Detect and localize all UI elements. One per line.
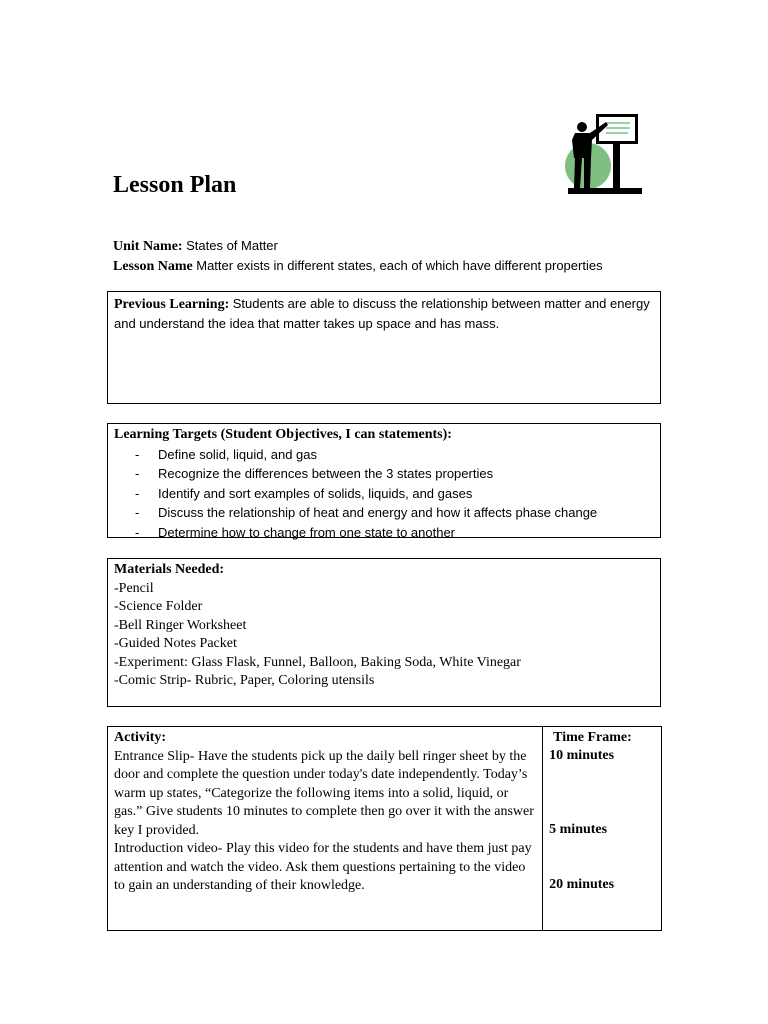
- list-item: -Guided Notes Packet: [114, 636, 237, 651]
- previous-learning-box: [107, 291, 661, 404]
- learning-targets-box: [107, 423, 661, 538]
- presenter-logo-icon: [562, 110, 642, 198]
- unit-name-label: Unit Name:: [113, 239, 183, 254]
- list-item: -Science Folder: [114, 599, 203, 614]
- time-frame-entrance: 10 minutes: [549, 748, 615, 763]
- lesson-name-value: Matter exists in different states, each of which have different properties: [196, 258, 603, 273]
- list-item: -Pencil: [114, 580, 154, 596]
- lesson-name-label: Lesson Name: [113, 259, 193, 274]
- learning-targets-label: Learning Targets (Student Objectives, I can statements):: [114, 427, 452, 442]
- activity-cell: [108, 727, 543, 931]
- list-item: - Identify and sort examples of solids, liquids, and gases: [114, 484, 654, 504]
- time-frame-header: Time Frame:: [553, 730, 632, 745]
- time-frame-cell: [543, 727, 662, 931]
- lesson-name-line: [113, 256, 603, 276]
- list-item: -Comic Strip- Rubric, Paper, Coloring utensils: [114, 673, 375, 688]
- list-item: - Discuss the relationship of heat and energy and how it affects phase change: [114, 503, 654, 523]
- time-frame-questions: 20 minutes: [549, 877, 615, 892]
- list-item: -Experiment: Glass Flask, Funnel, Balloon, Baking Soda, White Vinegar: [114, 654, 521, 670]
- page-title: Lesson Plan: [113, 172, 237, 198]
- table-row: [108, 727, 662, 931]
- time-frame-video: 5 minutes: [549, 822, 608, 837]
- list-item: -Bell Ringer Worksheet: [114, 617, 247, 633]
- unit-name-value: States of Matter: [186, 238, 278, 253]
- activity-header: Activity:: [114, 730, 167, 745]
- unit-name-line: [113, 236, 603, 256]
- activity-text: Entrance Slip- Have the students pick up the daily bell ringer sheet by the door and complete the question under today's date independently. Today’s warm up states, “Categorize the following items into a solid, liquid, or gas.” Give students 10 minutes to complete then go over it with the answer key I provided. Introduction video- Play this video for the students and have them just pay attention and watch the video. Ask them questions pertaining to the video to gain an understanding of their knowledge.: [114, 748, 534, 893]
- list-item: - Determine how to change from one state to another: [114, 523, 654, 543]
- materials-label: Materials Needed:: [114, 562, 225, 577]
- learning-targets-list: [114, 445, 654, 543]
- previous-learning-text: Students are able to discuss the relationship between matter and energy and understand the idea that matter takes up space and has mass.: [114, 296, 650, 331]
- lesson-meta: [113, 236, 603, 276]
- materials-box: [107, 558, 661, 707]
- list-item: - Recognize the differences between the 3 states properties: [114, 464, 654, 484]
- previous-learning-label: Previous Learning:: [114, 297, 230, 312]
- activity-table: [107, 726, 662, 931]
- list-item: - Define solid, liquid, and gas: [114, 445, 654, 465]
